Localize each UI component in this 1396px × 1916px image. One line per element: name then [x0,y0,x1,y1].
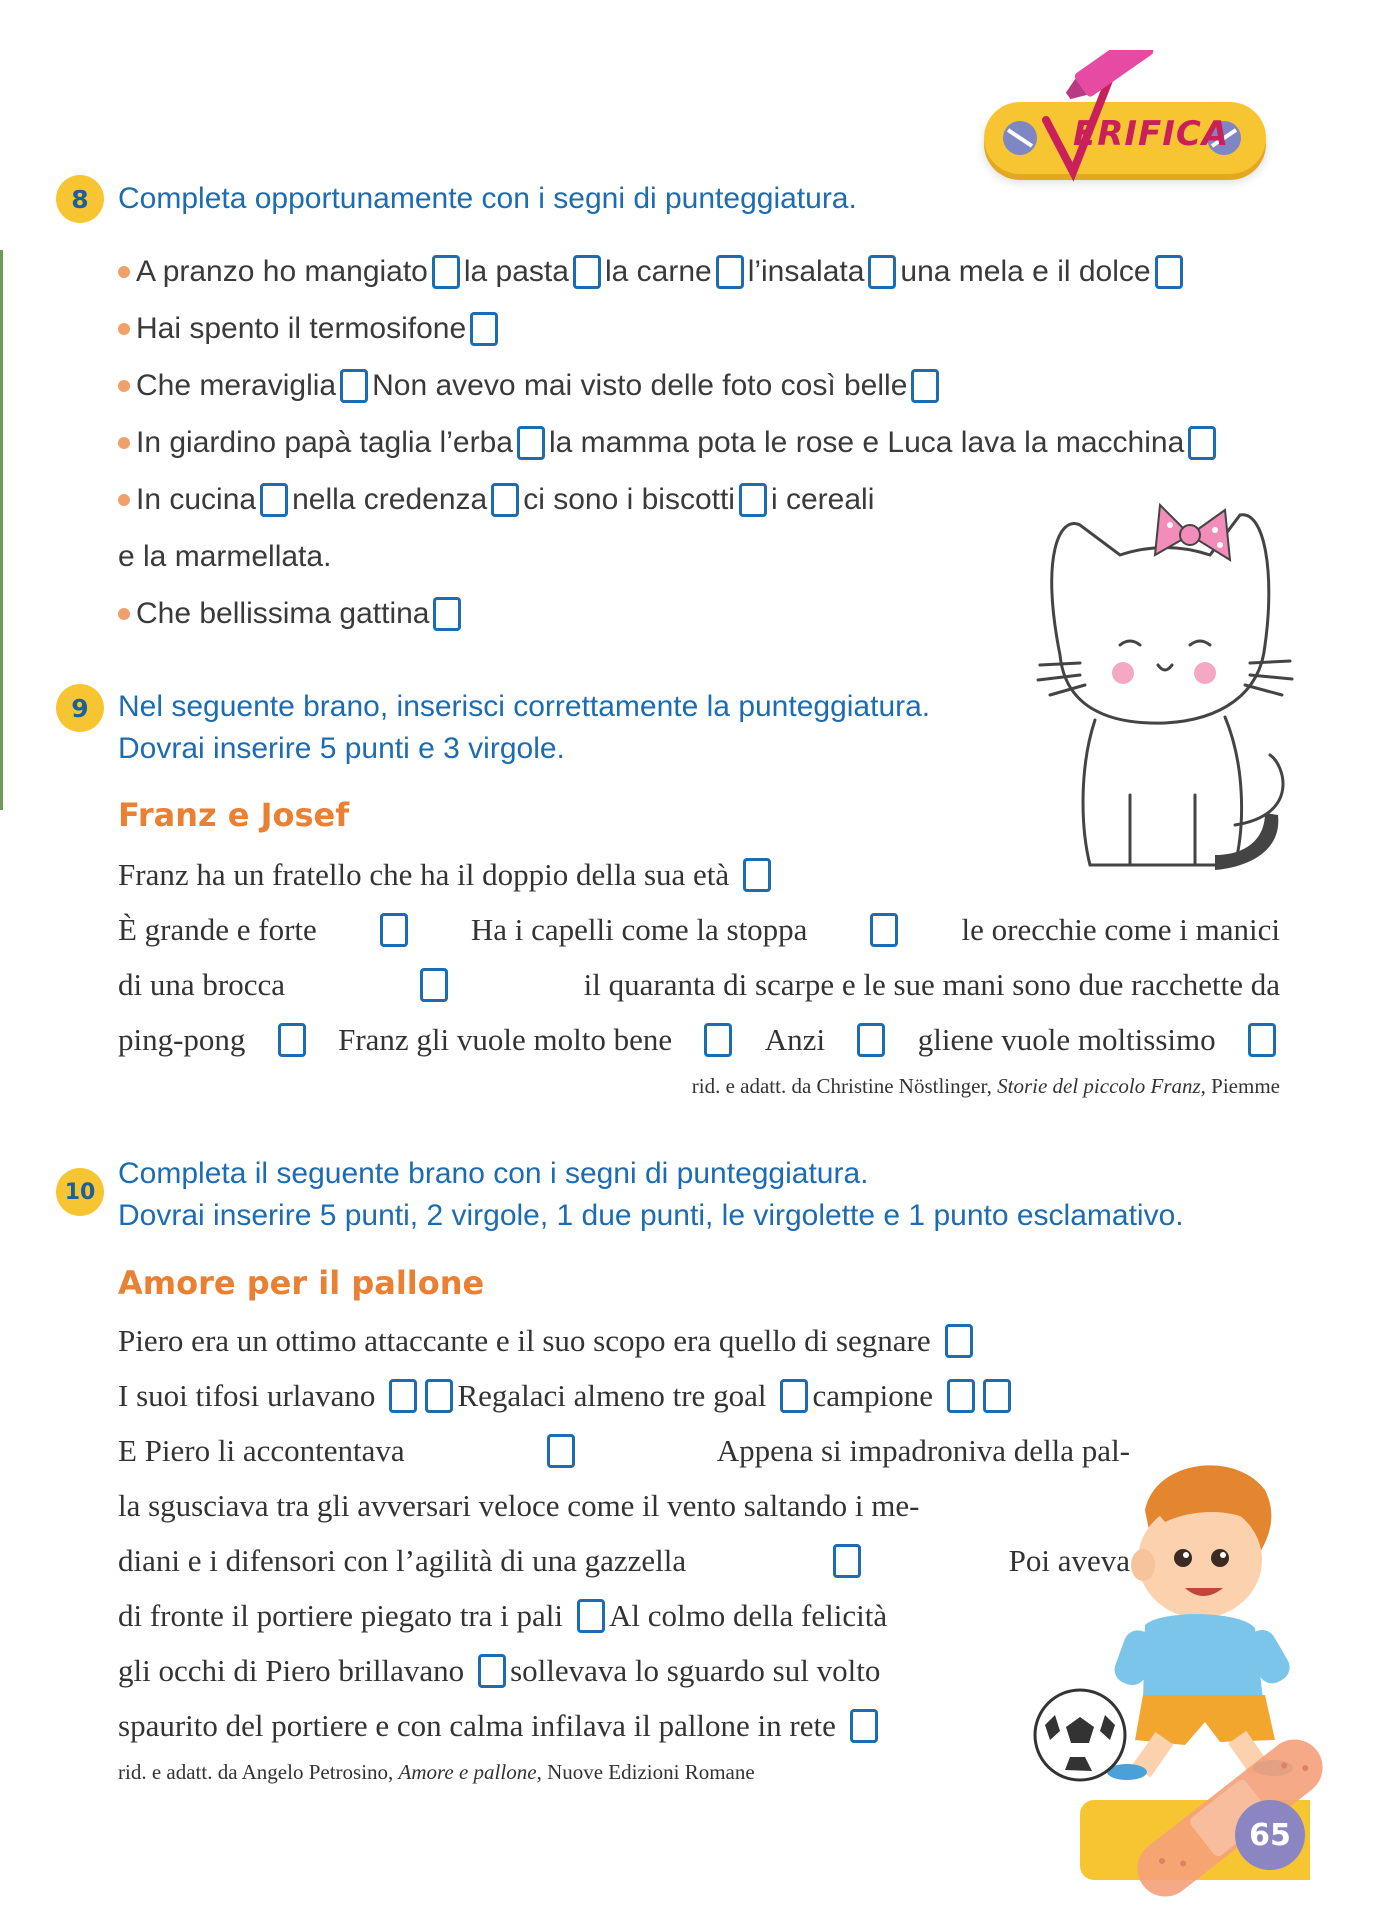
passage-text: sollevava lo sguardo sul volto [510,1653,881,1688]
passage-text: le orecchie come i manici [961,912,1280,947]
credit-suffix: , Nuove Edizioni Romane [536,1760,755,1784]
answer-box[interactable] [868,255,896,289]
passage-text: Poi aveva [1008,1543,1130,1578]
credit-suffix: , Piemme [1200,1074,1280,1098]
answer-box[interactable] [420,968,448,1002]
q9-passage-line-4 [118,1017,1280,1063]
passage-text: Franz gli vuole molto bene [338,1022,673,1057]
passage-text: Regalaci almeno tre goal [457,1378,767,1413]
item-text: e la marmellata. [118,540,332,573]
passage-text: campione [812,1378,933,1413]
answer-box[interactable] [389,1379,417,1413]
passage-text: diani e i difensori con l’agilità di una gazzella [118,1543,687,1578]
bullet-icon [118,323,130,335]
answer-box[interactable] [517,426,545,460]
passage-text: Anzi [764,1022,826,1057]
item-text: Che bellissima gattina [136,597,430,630]
page-margin-rule [0,250,3,810]
answer-box[interactable] [850,1709,878,1743]
item-text: l’insalata [747,255,865,288]
passage-text: Piero era un ottimo attaccante e il suo scopo era quello di segnare [118,1323,931,1358]
item-text: In cucina [136,483,257,516]
item-text: la pasta [463,255,569,288]
q10-passage-line-4 [118,1483,1130,1529]
answer-box[interactable] [911,369,939,403]
q9-passage-line-2 [118,907,1280,953]
item-text: Non avevo mai visto delle foto così belle [372,369,908,402]
q9-instruction-line1: Nel seguente brano, inserisci correttamente la punteggiatura. [118,690,931,723]
q10-passage-line-5 [118,1538,1130,1584]
answer-box[interactable] [577,1599,605,1633]
q10-credit [118,1760,755,1785]
passage-text: gli occhi di Piero brillavano [118,1653,465,1688]
bullet-icon [118,494,130,506]
credit-prefix: rid. e adatt. da Angelo Petrosino, [118,1760,394,1784]
answer-box[interactable] [945,1324,973,1358]
q10-passage-line-2 [118,1373,1015,1419]
answer-box[interactable] [547,1434,575,1468]
q10-passage-title: Amore per il pallone [118,1264,485,1302]
item-text: ci sono i biscotti [523,483,735,516]
passage-text: di fronte il portiere piegato tra i pali [118,1598,564,1633]
answer-box[interactable] [470,312,498,346]
answer-box[interactable] [983,1379,1011,1413]
item-text: una mela e il dolce [900,255,1151,288]
answer-box[interactable] [833,1544,861,1578]
answer-box[interactable] [425,1379,453,1413]
answer-box[interactable] [573,255,601,289]
item-text: nella credenza [292,483,488,516]
q8-item-5-continuation [118,537,331,577]
bullet-icon [118,380,130,392]
bullet-icon [118,266,130,278]
q9-credit [692,1074,1280,1099]
item-text: la mamma pota le rose e Luca lava la macchina [548,426,1185,459]
answer-box[interactable] [870,913,898,947]
passage-text: ping-pong [118,1022,246,1057]
answer-box[interactable] [340,369,368,403]
q9-passage-line-3 [118,962,1280,1008]
q10-passage-line-1 [118,1318,977,1364]
q10-passage-line-8 [118,1703,882,1749]
item-text: In giardino papà taglia l’erba [136,426,513,459]
item-text: la carne [604,255,712,288]
answer-box[interactable] [260,483,288,517]
q8-item-2 [118,309,502,349]
bandage-decoration [1110,1720,1350,1916]
q8-item-5 [118,480,874,520]
q9-passage-title: Franz e Josef [118,796,350,834]
answer-box[interactable] [716,255,744,289]
answer-box[interactable] [278,1023,306,1057]
answer-box[interactable] [1248,1023,1276,1057]
question-number-8: 8 [56,175,104,223]
credit-title: Storie del piccolo Franz [997,1074,1201,1098]
question-number-9: 9 [56,684,104,732]
answer-box[interactable] [478,1654,506,1688]
passage-text: I suoi tifosi urlavano [118,1378,376,1413]
credit-prefix: rid. e adatt. da Christine Nöstlinger, [691,1074,992,1098]
passage-text: Al colmo della felicità [609,1598,888,1633]
badge-label: ERIFICA [1073,114,1230,154]
q10-passage-line-6 [118,1593,897,1639]
answer-box[interactable] [743,858,771,892]
passage-text: E Piero li accontentava [118,1433,405,1468]
passage-text: il quaranta di scarpe e le sue mani sono due racchette da [583,967,1280,1002]
verifica-badge [978,50,1294,190]
question-number-10: 10 [56,1168,104,1216]
q8-item-3 [118,366,943,406]
passage-text: Ha i capelli come la stoppa [470,912,808,947]
page-number: 65 [1235,1800,1305,1870]
answer-box[interactable] [432,255,460,289]
bullet-icon [118,608,130,620]
item-text: i cereali [770,483,875,516]
answer-box[interactable] [380,913,408,947]
item-text: Hai spento il termosifone [136,312,467,345]
item-text: A pranzo ho mangiato [136,255,428,288]
answer-box[interactable] [780,1379,808,1413]
passage-text: Franz ha un fratello che ha il doppio della sua età [118,857,730,892]
q10-passage-line-7 [118,1648,890,1694]
q10-instruction-line2: Dovrai inserire 5 punti, 2 virgole, 1 due punti, le virgolette e 1 punto esclamativo. [118,1199,1184,1232]
passage-text: gliene vuole moltissimo [917,1022,1216,1057]
answer-box[interactable] [739,483,767,517]
answer-box[interactable] [704,1023,732,1057]
answer-box[interactable] [491,483,519,517]
item-text: Che meraviglia [136,369,337,402]
passage-text: di una brocca [118,967,285,1002]
q10-instruction-line1: Completa il seguente brano con i segni di punteggiatura. [118,1157,869,1190]
passage-text: Appena si impadroniva della pal- [716,1433,1130,1468]
bullet-icon [118,437,130,449]
passage-text: È grande e forte [118,912,317,947]
cat-illustration [1020,495,1300,885]
q8-item-6 [118,594,465,634]
answer-box[interactable] [1188,426,1216,460]
q8-item-4 [118,423,1220,463]
passage-text: spaurito del portiere e con calma infilava il pallone in rete [118,1708,836,1743]
answer-box[interactable] [857,1023,885,1057]
q9-passage-line-1 [118,852,775,898]
q8-item-1 [118,252,1187,292]
answer-box[interactable] [947,1379,975,1413]
q10-passage-line-3 [118,1428,1130,1474]
passage-text: la sgusciava tra gli avversari veloce come il vento saltando i me- [118,1488,920,1523]
answer-box[interactable] [433,597,461,631]
q9-instruction-line2: Dovrai inserire 5 punti e 3 virgole. [118,732,565,765]
q8-instruction: Completa opportunamente con i segni di punteggiatura. [118,182,857,215]
credit-title: Amore e pallone [398,1760,537,1784]
answer-box[interactable] [1155,255,1183,289]
